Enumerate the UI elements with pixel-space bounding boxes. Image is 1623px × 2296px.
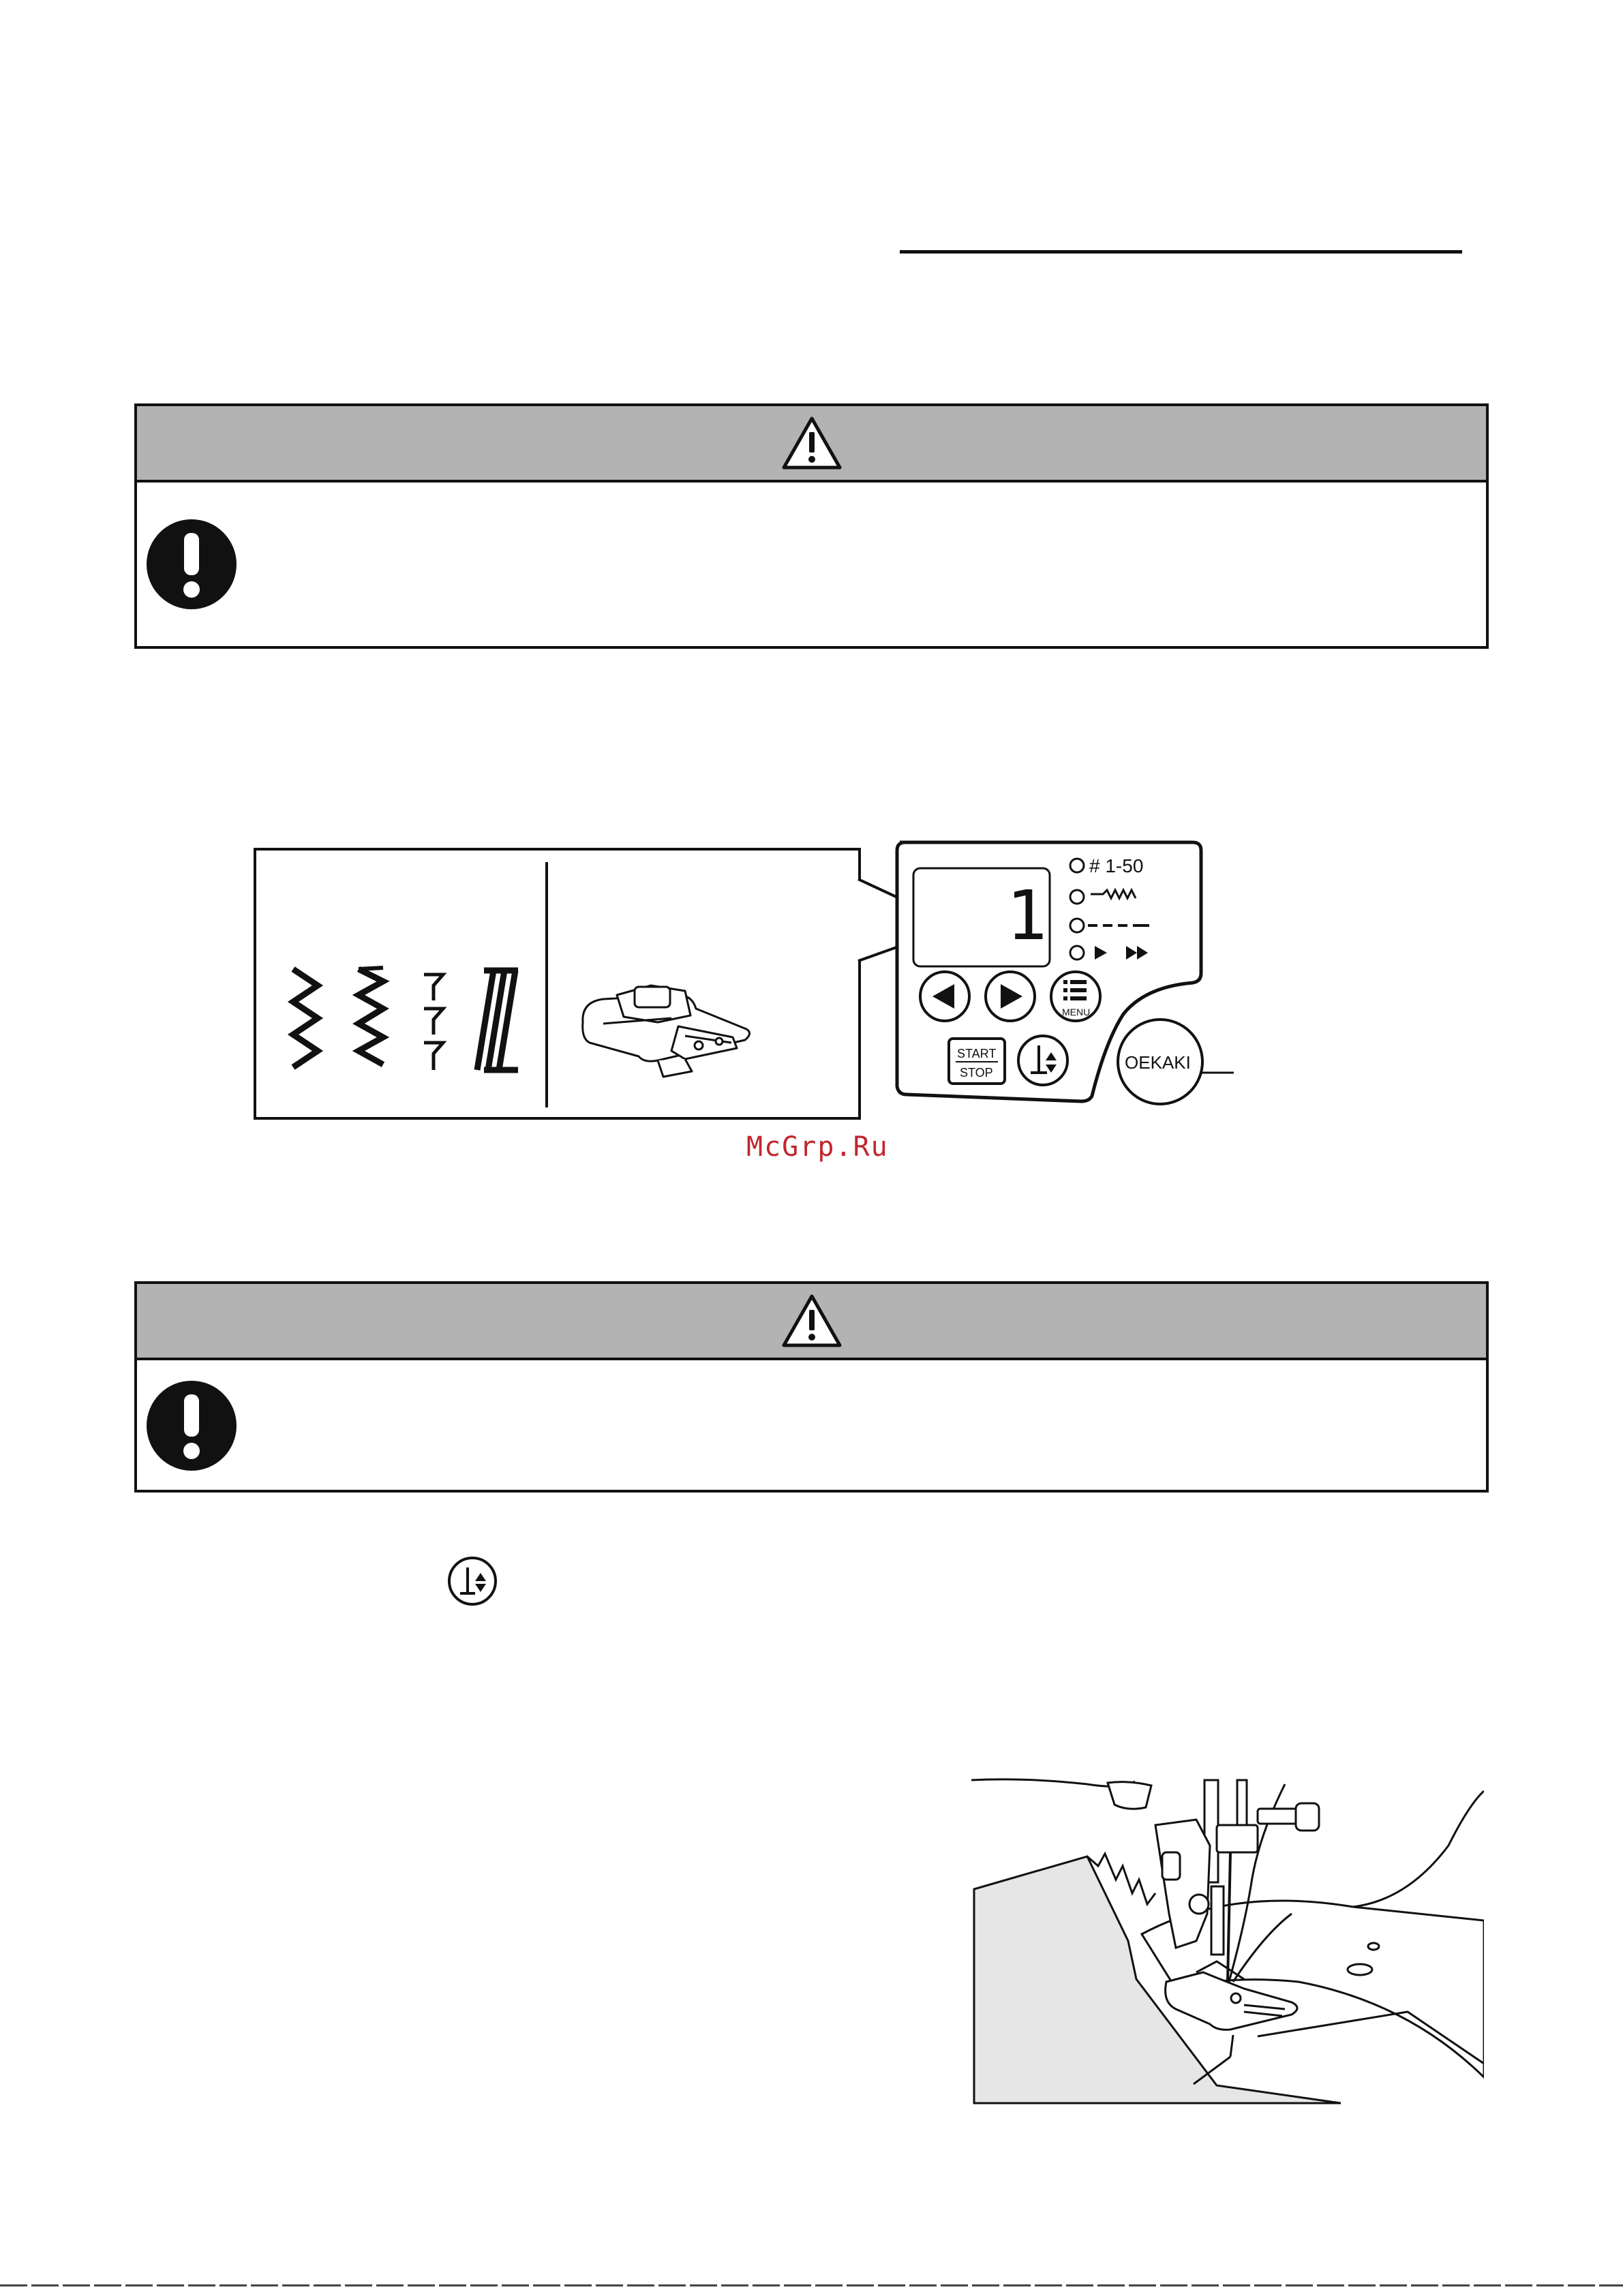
header-rule: [900, 250, 1462, 254]
indicator-speed: [1070, 946, 1084, 960]
leader-line: [1230, 2035, 1233, 2057]
blind-stitch: [424, 975, 443, 1070]
caution-header-1: [137, 406, 1486, 483]
left-arrow-button[interactable]: [920, 972, 969, 1021]
start-label: START: [957, 1047, 997, 1060]
zigzag-stitch-1: [293, 969, 318, 1067]
page-bottom-border: [0, 2284, 1623, 2286]
slanted-stitch: [477, 970, 518, 1070]
indicator-label-pattern-range: # 1-50: [1089, 855, 1144, 876]
zigzag-stitch-2: [359, 969, 383, 1065]
indicator-stitch-length: [1070, 919, 1084, 932]
menu-list-icon: [1063, 980, 1087, 1000]
needle-up-down-icon: [445, 1554, 500, 1608]
oekaki-button-label: OEKAKI: [1125, 1052, 1191, 1073]
start-stop-button[interactable]: [949, 1039, 1005, 1084]
caution-body-2: [137, 1360, 1486, 1493]
lcd-digit: 1: [1006, 876, 1048, 955]
caution-box-1: [134, 403, 1489, 649]
warning-triangle-icon: [781, 1294, 843, 1348]
stop-label: STOP: [960, 1066, 993, 1080]
caution-header-2: [137, 1284, 1486, 1360]
needle-position-button[interactable]: [1018, 1036, 1067, 1085]
stitch-box-divider: [545, 862, 548, 1107]
menu-button-label: MENU: [1062, 1007, 1091, 1017]
right-arrow-button[interactable]: [986, 972, 1035, 1021]
exclamation-mandatory-icon: [145, 518, 238, 611]
zigzag-presser-foot-illustration: [576, 975, 753, 1084]
exclamation-mandatory-icon: [145, 1379, 238, 1472]
indicator-stitch-width: [1070, 890, 1084, 904]
indicator-pattern-number: [1070, 859, 1084, 872]
watermark-text: McGrp.Ru: [746, 1131, 889, 1163]
caution-box-2: [134, 1281, 1489, 1493]
sewing-needle-area-illustration: [971, 1777, 1484, 2104]
menu-button[interactable]: [1051, 972, 1100, 1021]
oekaki-button[interactable]: [1111, 1015, 1247, 1111]
stitch-patterns-illustration: [286, 961, 532, 1084]
caution-body-1: [137, 483, 1486, 649]
warning-triangle-icon: [781, 416, 843, 470]
